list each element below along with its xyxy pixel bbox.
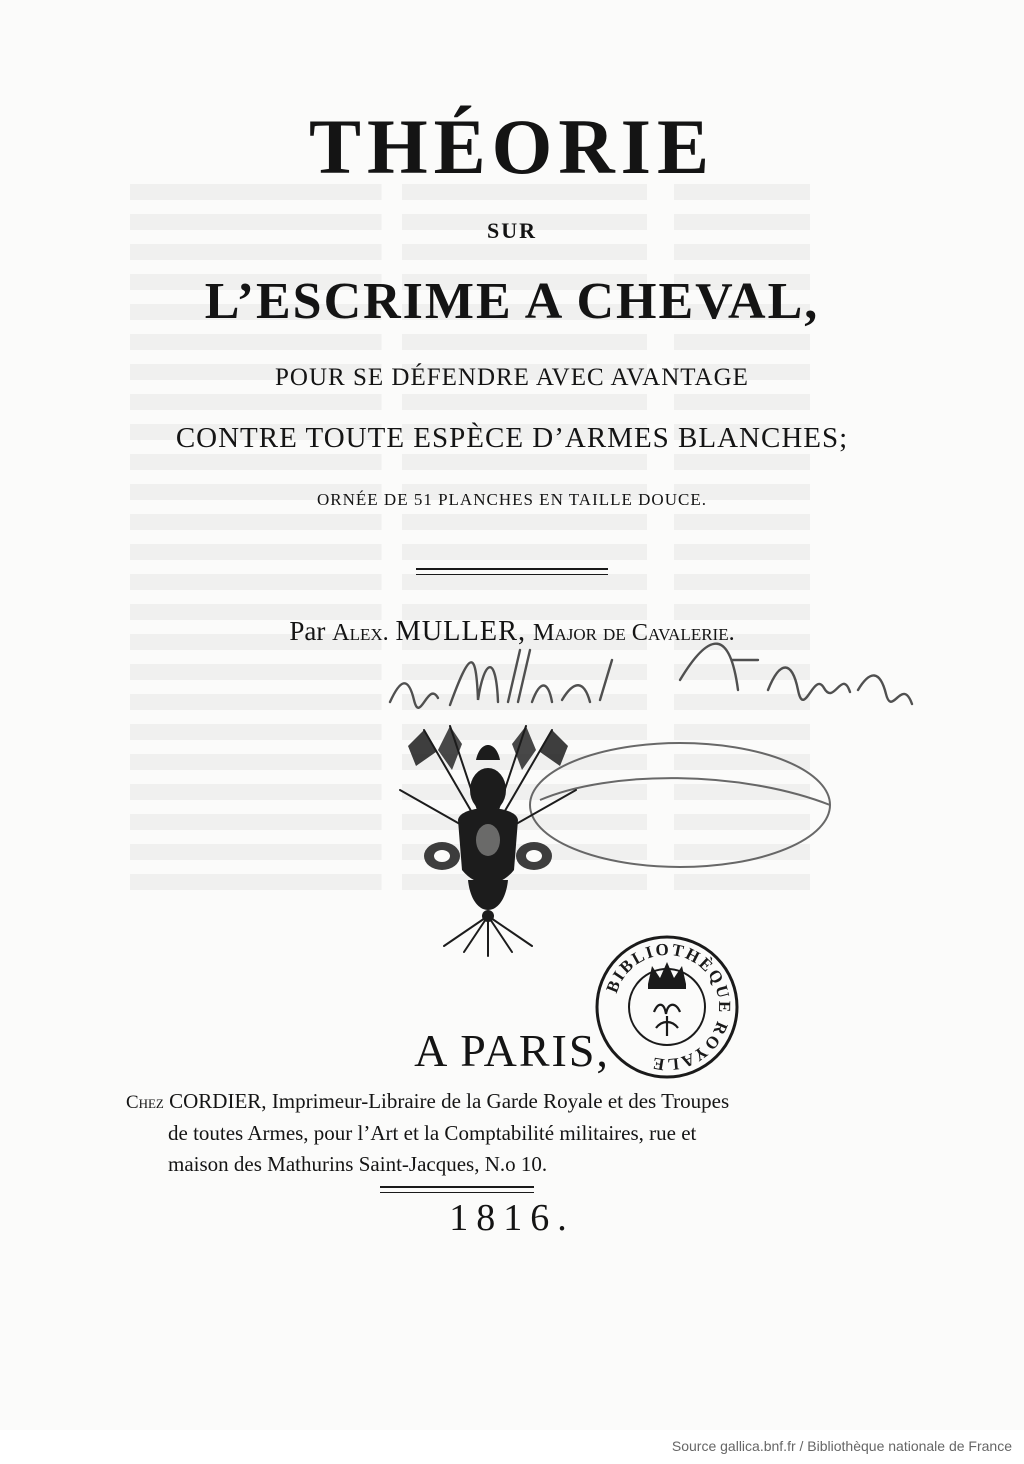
trophy-of-arms-vignette [380,720,596,958]
double-rule-bottom-2 [380,1192,534,1193]
author-prefix: Par [289,616,326,646]
imprint-line-2: de toutes Armes, pour l’Art et la Comptabilité militaires, rue et [168,1121,697,1145]
stamp-text: BIBLIOTHÈQUE ROYALE [602,939,735,1075]
double-rule-bottom [380,1186,534,1188]
author-first-name: Alex. [332,619,389,646]
double-rule-top-2 [416,574,608,575]
footer-bar [0,1430,1024,1464]
double-rule-top [416,568,608,570]
subtitle-line-2: CONTRE TOUTE ESPÈCE D’ARMES BLANCHES; [175,422,849,454]
publication-year: 1816. [449,1197,575,1239]
source-attribution: Source gallica.bnf.fr / Bibliothèque nationale de France [671,1438,1012,1454]
book-subtitle: L’ESCRIME A CHEVAL, [204,273,820,330]
subtitle-line-3: ORNÉE DE 51 PLANCHES EN TAILLE DOUCE. [317,490,707,509]
publication-city: A PARIS, [414,1025,610,1076]
book-title: THÉORIE [308,103,716,190]
subtitle-line-1: POUR SE DÉFENDRE AVEC AVANTAGE [275,364,749,391]
author-surname: MULLER, [395,616,527,647]
imprint-line-1-rest: Imprimeur-Libraire de la Garde Royale et des Troupes [271,1089,730,1113]
publisher-imprint [126,1086,786,1180]
imprint-line-3: maison des Mathurins Saint-Jacques, N.o 10. [168,1152,548,1176]
handwritten-signature [380,620,920,730]
imprint-chez: Chez [126,1092,164,1113]
author-rank: Major de Cavalerie. [532,619,735,646]
imprint-printer: CORDIER, [169,1089,267,1113]
title-conjunction: SUR [486,218,537,243]
imprint-line-1 [126,1086,786,1118]
